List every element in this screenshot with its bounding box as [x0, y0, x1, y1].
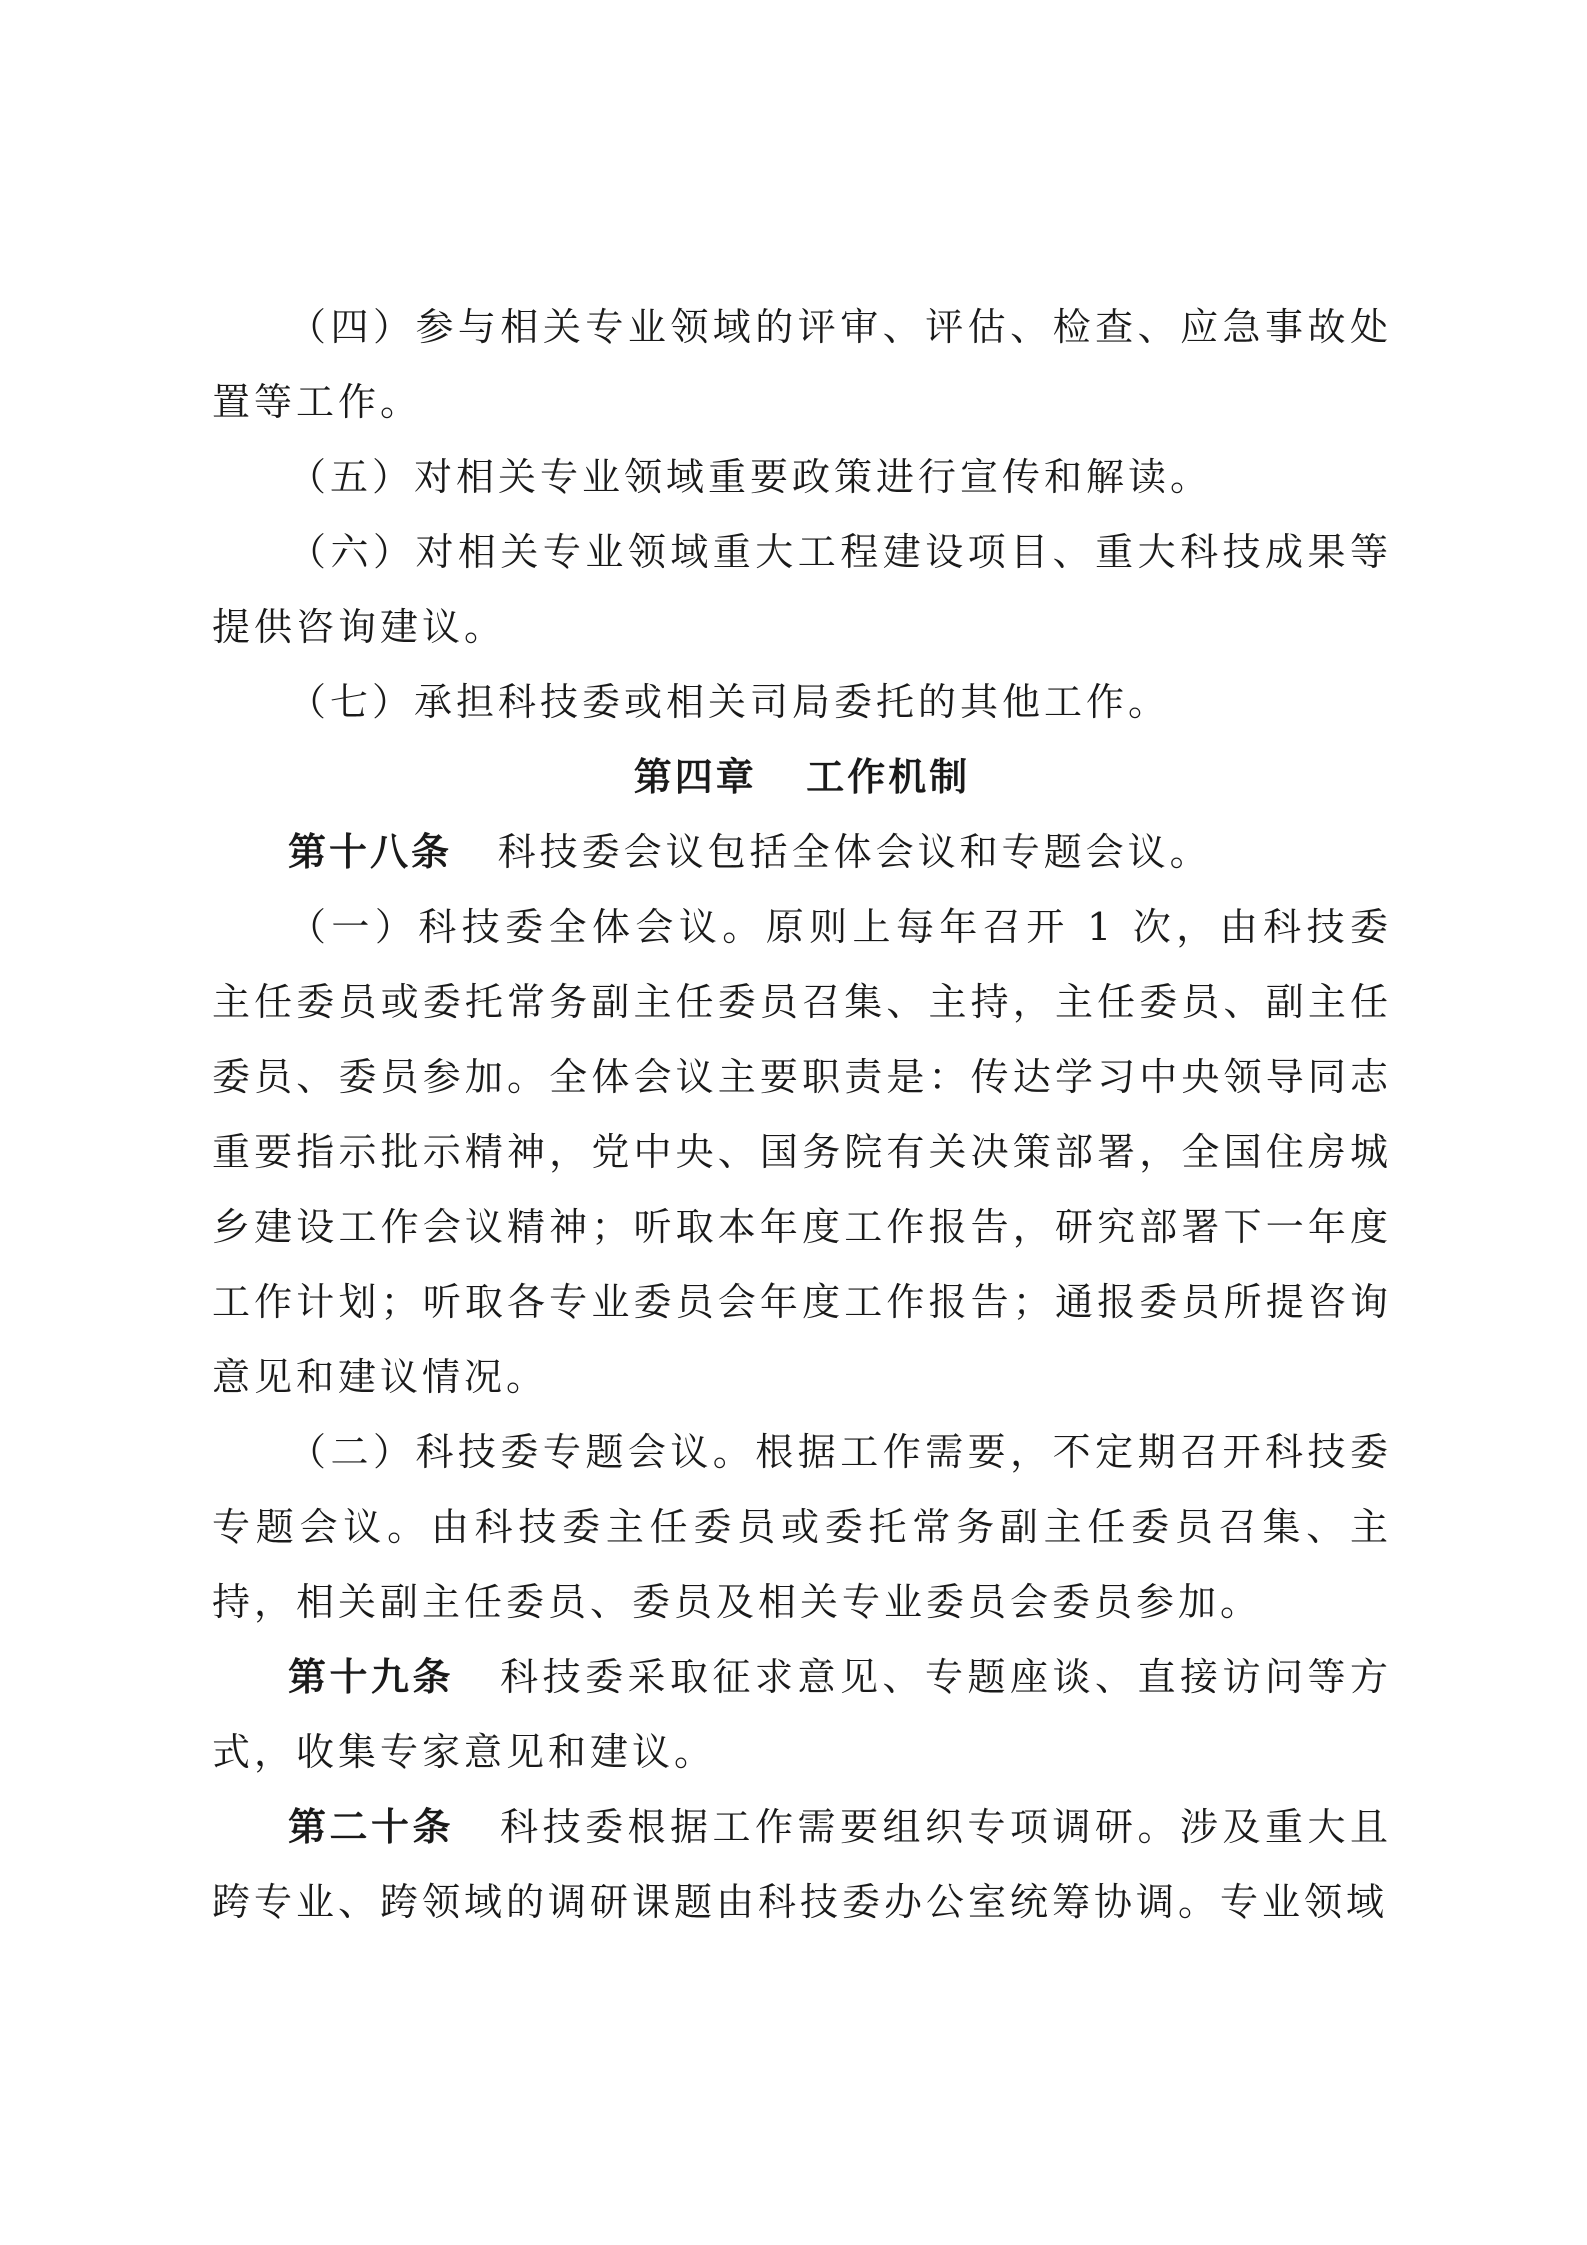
- chapter-heading: [212, 740, 1392, 815]
- article-20-label: 第二十条: [288, 1805, 454, 1849]
- article-18-text: 科技委会议包括全体会议和专题会议。: [497, 830, 1212, 874]
- duty-item-5: （五）对相关专业领域重要政策进行宣传和解读。: [288, 455, 1213, 499]
- duty-item-6: （六）对相关专业领域重大工程建设项目、重大科技成果等提供咨询建议。: [212, 530, 1392, 649]
- document-body: [212, 290, 1392, 1940]
- article-20-text: 科技委根据工作需要组织专项调研。涉及重大且跨专业、跨领域的调研课题由科技委办公室统筹协调。专业领域: [212, 1805, 1392, 1924]
- article-18-label: 第十八条: [288, 830, 453, 874]
- chapter-title: 工作机制: [806, 755, 971, 799]
- meeting-item-1: （一）科技委全体会议。原则上每年召开 1 次，由科技委主任委员或委托常务副主任委员召集、主持，主任委员、副主任委员、委员参加。全体会议主要职责是：传达学习中央领导同志重要指示批示精神，党中央、国务院有关决策部署，全国住房城乡建设工作会议精神；听取本年度工作报告，研究部署下一年度工作计划；听取各专业委员会年度工作报告；通报委员所提咨询意见和建议情况。: [212, 905, 1392, 1399]
- article-19-text: 科技委采取征求意见、专题座谈、直接访问等方式，收集专家意见和建议。: [212, 1655, 1392, 1774]
- duty-item-4: （四）参与相关专业领域的评审、评估、检查、应急事故处置等工作。: [212, 305, 1392, 424]
- article-19-label: 第十九条: [288, 1655, 454, 1699]
- meeting-item-2: （二）科技委专题会议。根据工作需要，不定期召开科技委专题会议。由科技委主任委员或委托常务副主任委员召集、主持，相关副主任委员、委员及相关专业委员会委员参加。: [212, 1430, 1392, 1624]
- article-20: [212, 1790, 1392, 1940]
- article-18: [212, 815, 1392, 890]
- chapter-number: 第四章: [633, 755, 757, 799]
- duty-item-7: （七）承担科技委或相关司局委托的其他工作。: [288, 680, 1171, 724]
- article-19: [212, 1640, 1392, 1790]
